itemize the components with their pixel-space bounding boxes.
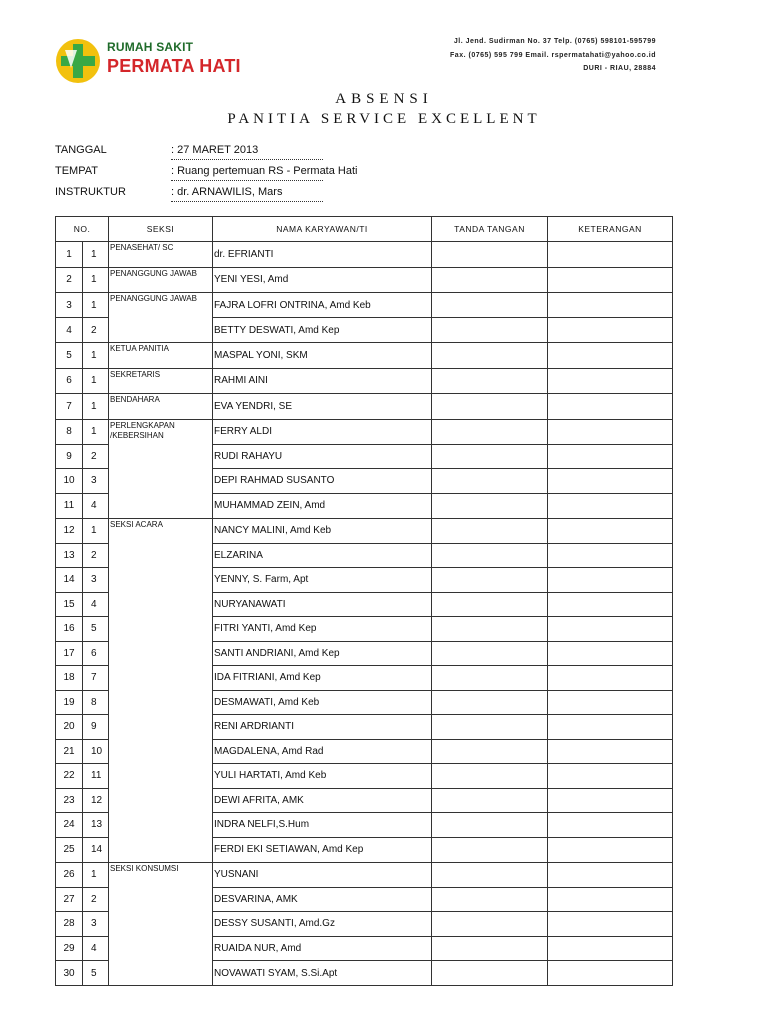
row-seksi: BENDAHARA	[109, 394, 213, 420]
table-row	[56, 343, 673, 369]
row-tanda-tangan	[432, 419, 548, 444]
row-sub-number: 3	[83, 912, 109, 937]
row-seksi	[109, 318, 213, 343]
row-keterangan	[548, 715, 673, 740]
row-tanda-tangan	[432, 666, 548, 691]
logo-line1: RUMAH SAKIT	[107, 40, 194, 54]
row-keterangan	[548, 318, 673, 343]
table-row	[56, 617, 673, 642]
row-tanda-tangan	[432, 641, 548, 666]
row-tanda-tangan	[432, 293, 548, 318]
row-number: 4	[56, 318, 83, 343]
row-tanda-tangan	[432, 617, 548, 642]
row-nama: MUHAMMAD ZEIN, Amd	[213, 493, 432, 518]
row-sub-number: 2	[83, 887, 109, 912]
row-tanda-tangan	[432, 592, 548, 617]
row-number: 30	[56, 961, 83, 986]
row-keterangan	[548, 641, 673, 666]
row-nama: NURYANAWATI	[213, 592, 432, 617]
info-label: TANGGAL	[55, 144, 107, 156]
attendance-table	[55, 216, 673, 986]
row-number: 17	[56, 641, 83, 666]
row-tanda-tangan	[432, 936, 548, 961]
row-nama: EVA YENDRI, SE	[213, 394, 432, 420]
row-nama: RUAIDA NUR, Amd	[213, 936, 432, 961]
row-keterangan	[548, 568, 673, 593]
row-sub-number: 1	[83, 394, 109, 420]
table-row	[56, 961, 673, 986]
row-sub-number: 13	[83, 813, 109, 838]
row-tanda-tangan	[432, 764, 548, 789]
row-tanda-tangan	[432, 813, 548, 838]
row-tanda-tangan	[432, 543, 548, 568]
row-keterangan	[548, 862, 673, 887]
row-keterangan	[548, 739, 673, 764]
row-seksi: PENANGGUNG JAWAB	[109, 293, 213, 318]
row-number: 18	[56, 666, 83, 691]
row-seksi	[109, 641, 213, 666]
row-seksi	[109, 887, 213, 912]
row-number: 8	[56, 419, 83, 444]
row-tanda-tangan	[432, 862, 548, 887]
row-seksi: PENASEHAT/ SC	[109, 242, 213, 268]
hospital-logo	[55, 36, 255, 86]
row-seksi	[109, 666, 213, 691]
row-sub-number: 2	[83, 444, 109, 469]
address-line: Fax. (0765) 595 799 Email. rspermatahati@yahoo.co.id	[450, 51, 656, 59]
row-sub-number: 8	[83, 690, 109, 715]
row-sub-number: 3	[83, 568, 109, 593]
table-row	[56, 690, 673, 715]
table-row	[56, 543, 673, 568]
table-row	[56, 739, 673, 764]
row-keterangan	[548, 936, 673, 961]
row-number: 29	[56, 936, 83, 961]
table-row	[56, 493, 673, 518]
row-number: 16	[56, 617, 83, 642]
row-tanda-tangan	[432, 267, 548, 293]
row-seksi: PERLENGKAPAN /KEBERSIHAN	[109, 419, 213, 444]
row-number: 25	[56, 837, 83, 862]
row-sub-number: 1	[83, 368, 109, 394]
row-seksi: SEKSI KONSUMSI	[109, 862, 213, 887]
table-row	[56, 318, 673, 343]
row-tanda-tangan	[432, 715, 548, 740]
table-row	[56, 267, 673, 293]
row-tanda-tangan	[432, 788, 548, 813]
table-row	[56, 469, 673, 494]
row-seksi	[109, 715, 213, 740]
row-keterangan	[548, 469, 673, 494]
row-nama: YULI HARTATI, Amd Keb	[213, 764, 432, 789]
row-seksi	[109, 764, 213, 789]
row-tanda-tangan	[432, 343, 548, 369]
col-header-no: NO.	[56, 217, 109, 242]
row-keterangan	[548, 666, 673, 691]
table-row	[56, 764, 673, 789]
row-seksi	[109, 788, 213, 813]
row-sub-number: 1	[83, 419, 109, 444]
table-row	[56, 887, 673, 912]
row-seksi: SEKRETARIS	[109, 368, 213, 394]
table-row	[56, 641, 673, 666]
row-number: 21	[56, 739, 83, 764]
table-row	[56, 293, 673, 318]
row-seksi	[109, 912, 213, 937]
row-keterangan	[548, 813, 673, 838]
row-nama: FERRY ALDI	[213, 419, 432, 444]
row-nama: dr. EFRIANTI	[213, 242, 432, 268]
row-number: 11	[56, 493, 83, 518]
row-nama: RENI ARDRIANTI	[213, 715, 432, 740]
row-seksi: SEKSI ACARA	[109, 518, 213, 543]
row-sub-number: 7	[83, 666, 109, 691]
row-seksi	[109, 739, 213, 764]
row-seksi	[109, 813, 213, 838]
document-title: ABSENSI	[335, 91, 433, 107]
table-row	[56, 368, 673, 394]
row-seksi	[109, 543, 213, 568]
row-tanda-tangan	[432, 568, 548, 593]
col-header-nama: NAMA KARYAWAN/TI	[213, 217, 432, 242]
row-keterangan	[548, 267, 673, 293]
row-number: 12	[56, 518, 83, 543]
row-keterangan	[548, 837, 673, 862]
row-tanda-tangan	[432, 242, 548, 268]
row-nama: DESSY SUSANTI, Amd.Gz	[213, 912, 432, 937]
row-keterangan	[548, 543, 673, 568]
row-number: 27	[56, 887, 83, 912]
table-row	[56, 242, 673, 268]
row-keterangan	[548, 961, 673, 986]
row-nama: FERDI EKI SETIAWAN, Amd Kep	[213, 837, 432, 862]
row-seksi	[109, 469, 213, 494]
row-sub-number: 5	[83, 961, 109, 986]
row-number: 3	[56, 293, 83, 318]
table-row	[56, 813, 673, 838]
row-sub-number: 4	[83, 592, 109, 617]
row-number: 10	[56, 469, 83, 494]
row-nama: IDA FITRIANI, Amd Kep	[213, 666, 432, 691]
row-number: 7	[56, 394, 83, 420]
row-nama: RUDI RAHAYU	[213, 444, 432, 469]
row-keterangan	[548, 690, 673, 715]
row-sub-number: 3	[83, 469, 109, 494]
row-sub-number: 2	[83, 318, 109, 343]
address-line: DURI - RIAU, 28884	[583, 65, 656, 72]
row-keterangan	[548, 419, 673, 444]
row-keterangan	[548, 764, 673, 789]
row-tanda-tangan	[432, 912, 548, 937]
row-seksi	[109, 444, 213, 469]
row-sub-number: 1	[83, 267, 109, 293]
row-keterangan	[548, 293, 673, 318]
row-tanda-tangan	[432, 518, 548, 543]
row-nama: FAJRA LOFRI ONTRINA, Amd Keb	[213, 293, 432, 318]
row-keterangan	[548, 444, 673, 469]
row-sub-number: 1	[83, 343, 109, 369]
row-tanda-tangan	[432, 469, 548, 494]
hospital-address	[450, 35, 656, 76]
row-tanda-tangan	[432, 961, 548, 986]
row-number: 15	[56, 592, 83, 617]
table-row	[56, 592, 673, 617]
table-row	[56, 444, 673, 469]
row-nama: DESVARINA, AMK	[213, 887, 432, 912]
row-sub-number: 1	[83, 862, 109, 887]
table-row	[56, 862, 673, 887]
row-tanda-tangan	[432, 318, 548, 343]
row-nama: DESMAWATI, Amd Keb	[213, 690, 432, 715]
row-nama: SANTI ANDRIANI, Amd Kep	[213, 641, 432, 666]
table-row	[56, 518, 673, 543]
row-sub-number: 1	[83, 293, 109, 318]
row-keterangan	[548, 394, 673, 420]
table-row	[56, 419, 673, 444]
row-nama: DEWI AFRITA, AMK	[213, 788, 432, 813]
row-seksi	[109, 568, 213, 593]
table-row	[56, 788, 673, 813]
info-label: TEMPAT	[55, 165, 98, 177]
row-seksi	[109, 592, 213, 617]
row-tanda-tangan	[432, 837, 548, 862]
info-value: : 27 MARET 2013	[171, 144, 323, 160]
row-nama: FITRI YANTI, Amd Kep	[213, 617, 432, 642]
row-number: 2	[56, 267, 83, 293]
row-nama: ELZARINA	[213, 543, 432, 568]
row-number: 13	[56, 543, 83, 568]
table-row	[56, 666, 673, 691]
row-nama: RAHMI AINI	[213, 368, 432, 394]
row-keterangan	[548, 788, 673, 813]
row-number: 28	[56, 912, 83, 937]
row-sub-number: 4	[83, 936, 109, 961]
address-line: Jl. Jend. Sudirman No. 37 Telp. (0765) 598101-595799	[453, 38, 656, 45]
row-tanda-tangan	[432, 739, 548, 764]
row-seksi: KETUA PANITIA	[109, 343, 213, 369]
row-seksi	[109, 617, 213, 642]
row-nama: DEPI RAHMAD SUSANTO	[213, 469, 432, 494]
row-number: 6	[56, 368, 83, 394]
table-row	[56, 936, 673, 961]
row-number: 19	[56, 690, 83, 715]
row-keterangan	[548, 617, 673, 642]
row-number: 14	[56, 568, 83, 593]
row-sub-number: 12	[83, 788, 109, 813]
row-sub-number: 11	[83, 764, 109, 789]
table-row	[56, 837, 673, 862]
table-header-row	[56, 217, 673, 242]
row-seksi	[109, 493, 213, 518]
permata-hati-logo-icon	[55, 38, 101, 84]
row-nama: YUSNANI	[213, 862, 432, 887]
col-header-keterangan: KETERANGAN	[548, 217, 673, 242]
row-nama: BETTY DESWATI, Amd Kep	[213, 318, 432, 343]
row-seksi	[109, 936, 213, 961]
row-keterangan	[548, 592, 673, 617]
row-nama: NANCY MALINI, Amd Keb	[213, 518, 432, 543]
row-nama: YENI YESI, Amd	[213, 267, 432, 293]
row-keterangan	[548, 912, 673, 937]
row-seksi	[109, 837, 213, 862]
row-keterangan	[548, 493, 673, 518]
row-tanda-tangan	[432, 368, 548, 394]
document-subtitle: PANITIA SERVICE EXCELLENT	[227, 111, 541, 127]
table-row	[56, 568, 673, 593]
row-tanda-tangan	[432, 444, 548, 469]
row-keterangan	[548, 343, 673, 369]
row-seksi	[109, 961, 213, 986]
row-sub-number: 10	[83, 739, 109, 764]
row-number: 20	[56, 715, 83, 740]
row-keterangan	[548, 518, 673, 543]
row-sub-number: 6	[83, 641, 109, 666]
row-tanda-tangan	[432, 493, 548, 518]
row-sub-number: 14	[83, 837, 109, 862]
row-keterangan	[548, 887, 673, 912]
row-seksi	[109, 690, 213, 715]
col-header-tanda-tangan: TANDA TANGAN	[432, 217, 548, 242]
row-seksi: PENANGGUNG JAWAB	[109, 267, 213, 293]
row-number: 9	[56, 444, 83, 469]
row-number: 24	[56, 813, 83, 838]
row-sub-number: 4	[83, 493, 109, 518]
col-header-seksi: SEKSI	[109, 217, 213, 242]
row-keterangan	[548, 368, 673, 394]
info-value: : dr. ARNAWILIS, Mars	[171, 186, 323, 202]
row-sub-number: 2	[83, 543, 109, 568]
row-nama: MAGDALENA, Amd Rad	[213, 739, 432, 764]
row-nama: MASPAL YONI, SKM	[213, 343, 432, 369]
table-row	[56, 394, 673, 420]
row-tanda-tangan	[432, 690, 548, 715]
row-nama: INDRA NELFI,S.Hum	[213, 813, 432, 838]
row-sub-number: 9	[83, 715, 109, 740]
table-row	[56, 912, 673, 937]
row-nama: YENNY, S. Farm, Apt	[213, 568, 432, 593]
logo-line2: PERMATA HATI	[107, 56, 241, 76]
table-row	[56, 715, 673, 740]
row-number: 26	[56, 862, 83, 887]
row-number: 22	[56, 764, 83, 789]
row-keterangan	[548, 242, 673, 268]
row-number: 1	[56, 242, 83, 268]
row-number: 23	[56, 788, 83, 813]
info-label: INSTRUKTUR	[55, 186, 126, 198]
row-sub-number: 1	[83, 242, 109, 268]
row-sub-number: 1	[83, 518, 109, 543]
row-number: 5	[56, 343, 83, 369]
row-tanda-tangan	[432, 394, 548, 420]
info-value: : Ruang pertemuan RS - Permata Hati	[171, 165, 323, 181]
row-tanda-tangan	[432, 887, 548, 912]
row-sub-number: 5	[83, 617, 109, 642]
row-nama: NOVAWATI SYAM, S.Si.Apt	[213, 961, 432, 986]
